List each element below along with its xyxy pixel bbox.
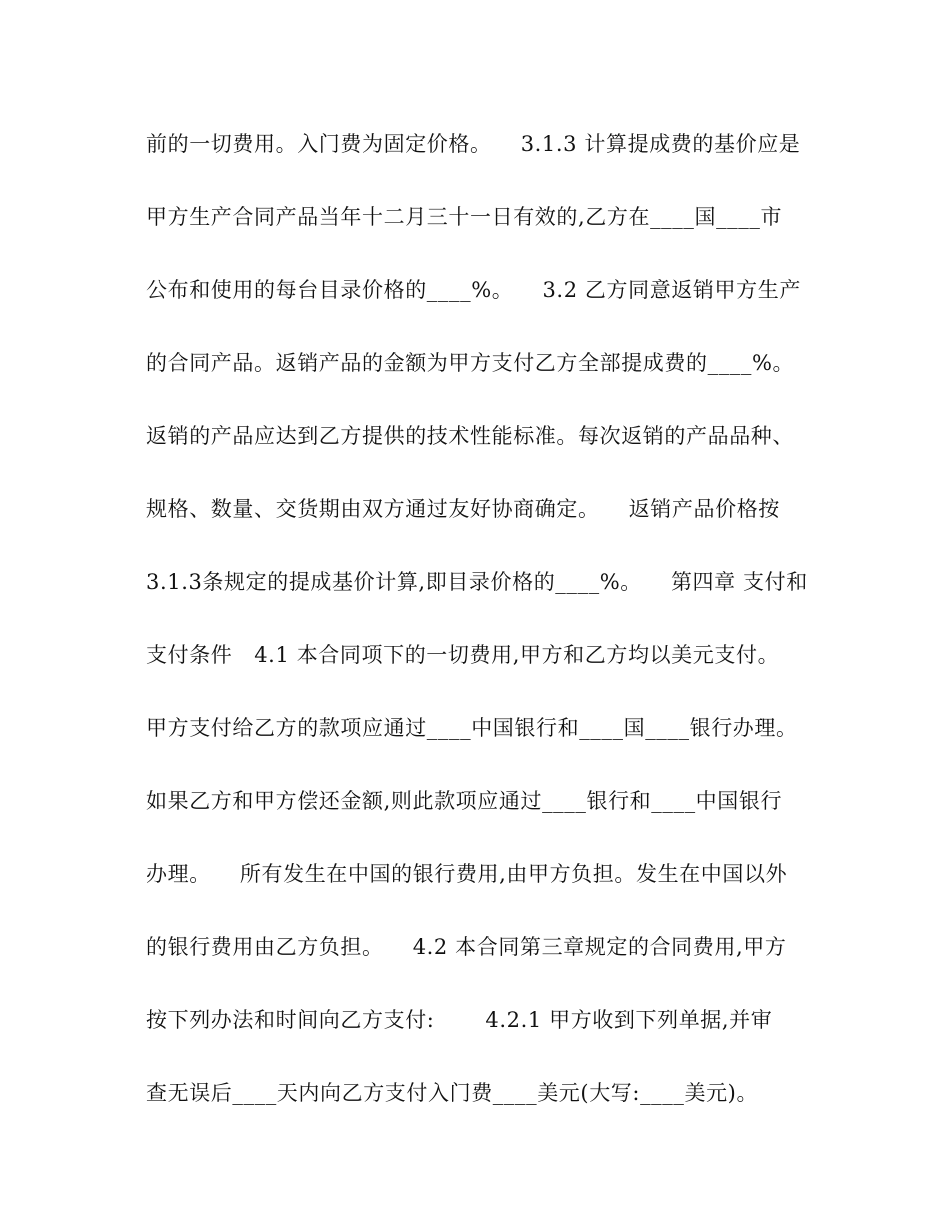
text-line: 甲方生产合同产品当年十二月三十一日有效的,乙方在____国____市 xyxy=(146,205,783,229)
text-line: 支付条件 4.1 本合同项下的一切费用,甲方和乙方均以美元支付。 xyxy=(146,643,780,667)
text-line: 查无误后____天内向乙方支付入门费____美元(大写:____美元)。 xyxy=(146,1081,759,1105)
text-line: 前的一切费用。入门费为固定价格。 3.1.3 计算提成费的基价应是 xyxy=(146,132,801,156)
text-line: 的银行费用由乙方负担。 4.2 本合同第三章规定的合同费用,甲方 xyxy=(146,935,787,959)
contract-body-text xyxy=(146,124,816,1146)
text-line: 办理。 所有发生在中国的银行费用,由甲方负担。发生在中国以外 xyxy=(146,862,788,886)
text-line: 的合同产品。返销产品的金额为甲方支付乙方全部提成费的____%。 xyxy=(146,351,795,375)
text-line: 如果乙方和甲方偿还金额,则此款项应通过____银行和____中国银行 xyxy=(146,789,783,813)
text-line: 返销的产品应达到乙方提供的技术性能标准。每次返销的产品品种、 xyxy=(146,424,794,448)
text-line: 按下列办法和时间向乙方支付: 4.2.1 甲方收到下列单据,并审 xyxy=(146,1008,773,1032)
text-line: 规格、数量、交货期由双方通过友好协商确定。 返销产品价格按 xyxy=(146,497,780,521)
text-line: 3.1.3条规定的提成基价计算,即目录价格的____%。 第四章 支付和 xyxy=(146,570,808,594)
text-line: 公布和使用的每台目录价格的____%。 3.2 乙方同意返销甲方生产 xyxy=(146,278,801,302)
text-line: 甲方支付给乙方的款项应通过____中国银行和____国____银行办理。 xyxy=(146,716,798,740)
